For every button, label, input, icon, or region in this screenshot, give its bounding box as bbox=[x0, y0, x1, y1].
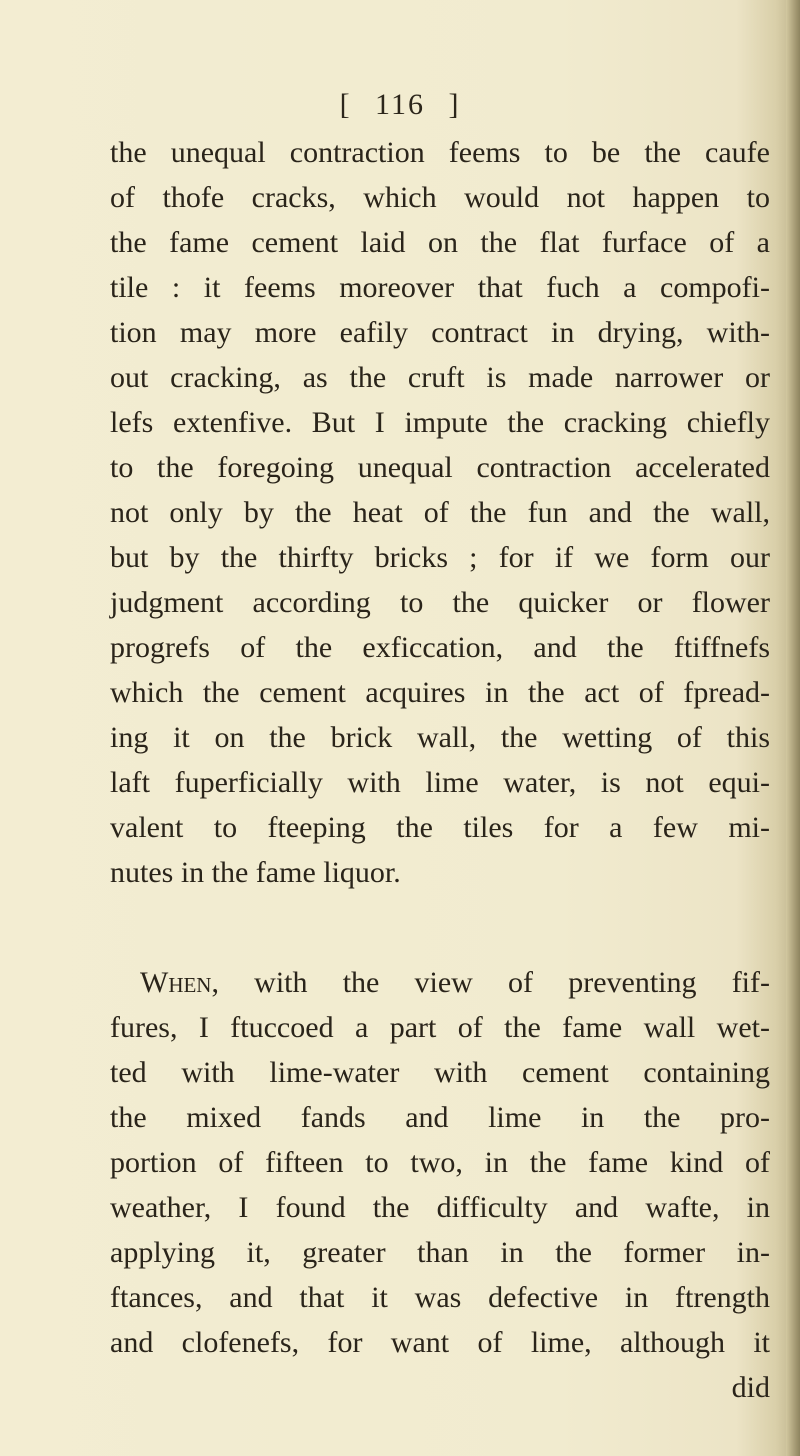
paragraph-1 bbox=[110, 130, 770, 895]
body-text bbox=[110, 130, 770, 1410]
text-line: out cracking, as the cruft is made narrower or bbox=[110, 361, 770, 394]
text-line: progrefs of the exficcation, and the ftiffnefs bbox=[110, 631, 770, 664]
text-line: fures, I ftuccoed a part of the fame wall wet- bbox=[110, 1011, 770, 1044]
text-line: ted with lime-water with cement containing bbox=[110, 1056, 770, 1089]
text-line: the fame cement laid on the flat furface of a bbox=[110, 226, 770, 259]
text-line: but by the thirfty bricks ; for if we form our bbox=[110, 541, 770, 574]
text-line: tile : it feems moreover that fuch a compofi- bbox=[110, 271, 770, 304]
text-line: laft fuperficially with lime water, is not equi- bbox=[110, 766, 770, 799]
paragraph-gap bbox=[110, 895, 770, 960]
text-line: valent to fteeping the tiles for a few mi- bbox=[110, 811, 770, 844]
paragraph-2 bbox=[110, 960, 770, 1410]
text-line: portion of fifteen to two, in the fame kind of bbox=[110, 1146, 770, 1179]
first-word-smallcaps: When bbox=[140, 966, 212, 999]
catchword: did bbox=[731, 1371, 770, 1404]
page-edge-shadow bbox=[786, 0, 800, 1456]
page-number-header: [ 116 ] bbox=[339, 88, 461, 121]
text-line: lefs extenfive. But I impute the cracking chiefly bbox=[110, 406, 770, 439]
text-line: nutes in the fame liquor. bbox=[110, 856, 401, 889]
first-line-rest: , with the view of preventing fif- bbox=[211, 966, 770, 999]
text-line: the unequal contraction feems to be the caufe bbox=[110, 136, 770, 169]
text-line: which the cement acquires in the act of fpread- bbox=[110, 676, 770, 709]
text-line: not only by the heat of the fun and the wall, bbox=[110, 496, 770, 529]
text-line: weather, I found the difficulty and wafte, in bbox=[110, 1191, 770, 1224]
text-line: tion may more eafily contract in drying, with- bbox=[110, 316, 770, 349]
text-line: judgment according to the quicker or flower bbox=[110, 586, 770, 619]
text-line: to the foregoing unequal contraction accelerated bbox=[110, 451, 770, 484]
text-line: of thofe cracks, which would not happen to bbox=[110, 181, 770, 214]
text-line-first bbox=[110, 960, 770, 1005]
text-line: ftances, and that it was defective in ftrength bbox=[110, 1281, 770, 1314]
text-line: applying it, greater than in the former in- bbox=[110, 1236, 770, 1269]
text-line: the mixed fands and lime in the pro- bbox=[110, 1101, 770, 1134]
text-line: and clofenefs, for want of lime, although it bbox=[110, 1326, 770, 1359]
text-line: ing it on the brick wall, the wetting of this bbox=[110, 721, 770, 754]
